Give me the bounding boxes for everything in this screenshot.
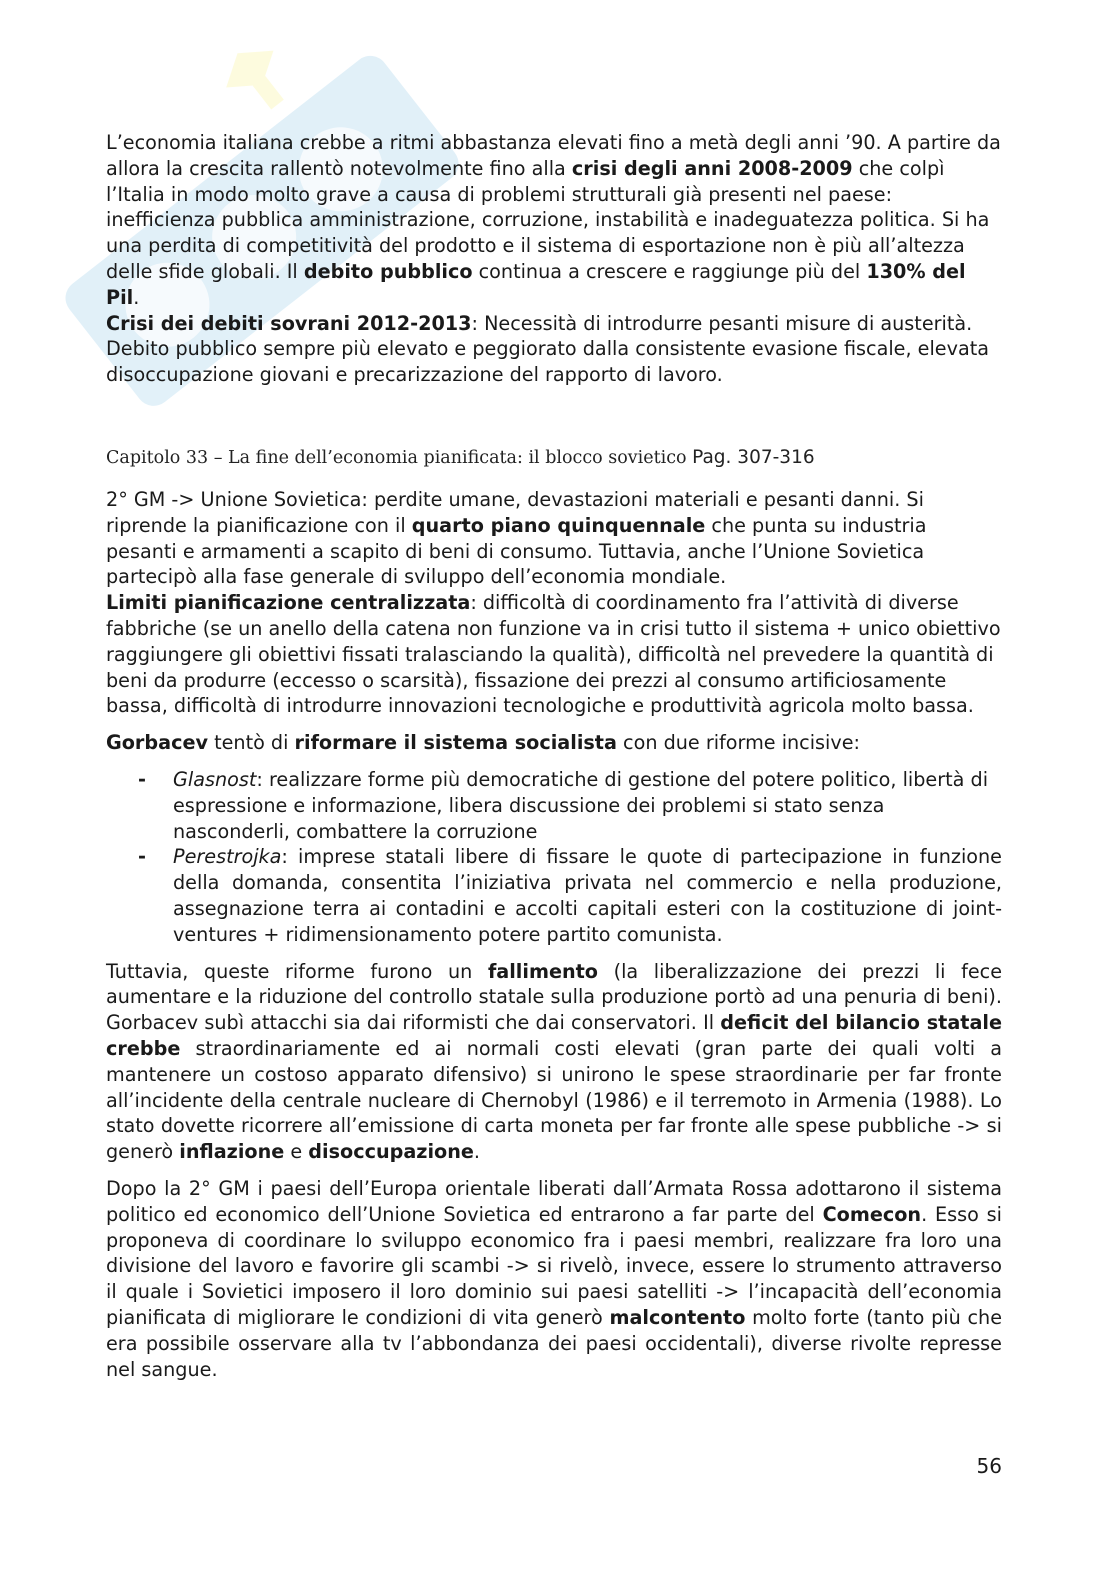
paragraph-comecon: Dopo la 2° GM i paesi dell’Europa orientale liberati dall’Armata Rossa adottarono il sistema politico ed economico dell’Unione Sovietica ed entrarono a far parte del Comecon. Esso si proponeva di coordinare lo sviluppo economico fra i paesi membri, realizzare fra loro una divisione del lavoro e favorire gli scambi -> si rivelò, invece, essere lo strumento attraverso il quale i Sovietici imposero il loro dominio sui paesi satelliti -> l’incapacità dell’economia pianificata di migliorare le condizioni di vita generò malcontento molto forte (tanto più che era possibile osservare alla tv l’abbondanza dei paesi occidentali), diverse rivolte represse nel sangue. <box>106 1176 1003 1381</box>
bold-term: Gorbacev <box>106 731 208 755</box>
bold-term: debito pubblico <box>303 259 473 283</box>
paragraph-economia-italiana: L’economia italiana crebbe a ritmi abbastanza elevati fino a metà degli anni ’90. A partire da allora la crescita rallentò notevolmente fino alla crisi degli anni 2008-2009 che colpì l’Italia in modo molto grave a causa di problemi strutturali già presenti nel paese: inefficienza pubblica amministrazione, corruzione, instabilità e inadeguatezza politica. Si ha una perdita di competitività del prodotto e il sistema di esportazione non è più all’altezza delle sfide globali. Il debito pubblico continua a crescere e raggiunge più del 130% del Pil. <box>106 131 1001 309</box>
paragraph-unione-sovietica: 2° GM -> Unione Sovietica: perdite umane, devastazioni materiali e pesanti danni. Si riprende la pianificazione con il quarto piano quinquennale che punta su industria pesanti e armamenti a scapito di beni di consumo. Tuttavia, anche l’Unione Sovietica partecipò alla fase generale di sviluppo dell’economia mondiale. <box>106 488 927 589</box>
bold-term: 130% del Pil <box>106 259 966 309</box>
paragraph-gorbacev: Gorbacev tentò di riformare il sistema socialista con due riforme incisive: <box>106 731 861 755</box>
list-item-perestrojka: - Perestrojka: imprese statali libere di fissare le quote di partecipazione in funzione della domanda, consentita l’iniziativa privata nel commercio e nella produzione, assegnazione terra ai contadini e accolti capitali esteri con la costituzione di joint-ventures + ridimensionamento potere partito comunista. <box>138 845 1002 946</box>
italic-term: Glasnost <box>173 767 257 791</box>
italic-term: Perestrojka <box>173 845 282 869</box>
bold-term: crisi degli anni 2008-2009 <box>571 156 853 180</box>
bold-term: Crisi dei debiti sovrani 2012-2013 <box>106 311 472 335</box>
document-body <box>106 130 1002 388</box>
bold-term: Limiti pianificazione centralizzata <box>106 591 471 615</box>
paragraph-crisi-debiti-sovrani: Crisi dei debiti sovrani 2012-2013: Necessità di introdurre pesanti misure di austerità. Debito pubblico sempre più elevato e peggiorato dalla consistente evasione fiscale, elevata disoccupazione giovani e precarizzazione del rapporto di lavoro. <box>106 311 990 387</box>
bold-term: fallimento <box>487 959 598 983</box>
chapter-title: Capitolo 33 – La fine dell’economia pianificata: il blocco sovietico <box>106 448 687 468</box>
bullet-dash: - <box>138 845 146 869</box>
chapter-pages: Pag. 307-316 <box>692 447 815 468</box>
bold-term: riformare il sistema socialista <box>294 731 617 755</box>
bold-term: Comecon <box>822 1202 922 1226</box>
paragraph-fallimento-riforme: Tuttavia, queste riforme furono un fallimento (la liberalizzazione dei prezzi li fece aumentare e la riduzione del controllo statale sulla produzione portò ad una penuria di beni). Gorbacev subì attacchi sia dai riformisti che dai conservatori. Il deficit del bilancio statale crebbe straordinariamente ed ai normali costi elevati (gran parte dei quali volti a mantenere un costoso apparato difensivo) si unirono le spese straordinarie per far fronte all’incidente della centrale nucleare di Chernobyl (1986) e il terremoto in Armenia (1988). Lo stato dovette ricorrere all’emissione di carta moneta per far fronte alle spese pubbliche -> si generò inflazione e disoccupazione. <box>106 959 1002 1164</box>
watermark-cap-icon <box>214 40 286 103</box>
bold-term: inflazione <box>179 1140 285 1164</box>
list-item-glasnost: - Glasnost: realizzare forme più democratiche di gestione del potere politico, libertà di espressione e informazione, libera discussione dei problemi si stato senza nasconderli, combattere la corruzione <box>138 767 989 843</box>
paragraph-limiti-pianificazione: Limiti pianificazione centralizzata: difficoltà di coordinamento fra l’attività di diverse fabbriche (se un anello della catena non funzione va in crisi tutto il sistema + unico obiettivo raggiungere gli obiettivi fissati tralasciando la qualità), difficoltà nel prevedere la quantità di beni da produrre (eccesso o scarsità), fissazione dei prezzi al consumo artificiosamente bassa, difficoltà di introdurre innovazioni tecnologiche e produttività agricola molto bassa. <box>106 591 1001 718</box>
bold-term: disoccupazione <box>308 1140 474 1164</box>
bold-term: malcontento <box>609 1305 746 1329</box>
chapter-heading <box>106 445 1006 471</box>
bullet-dash: - <box>138 767 146 791</box>
bold-term: deficit del bilancio statale crebbe <box>106 1011 1002 1060</box>
document-body-chapter-33 <box>106 487 1002 1382</box>
bold-term: quarto piano quinquennale <box>411 513 706 537</box>
page-number: 56 <box>976 1454 1002 1478</box>
reforms-list <box>106 767 1002 948</box>
